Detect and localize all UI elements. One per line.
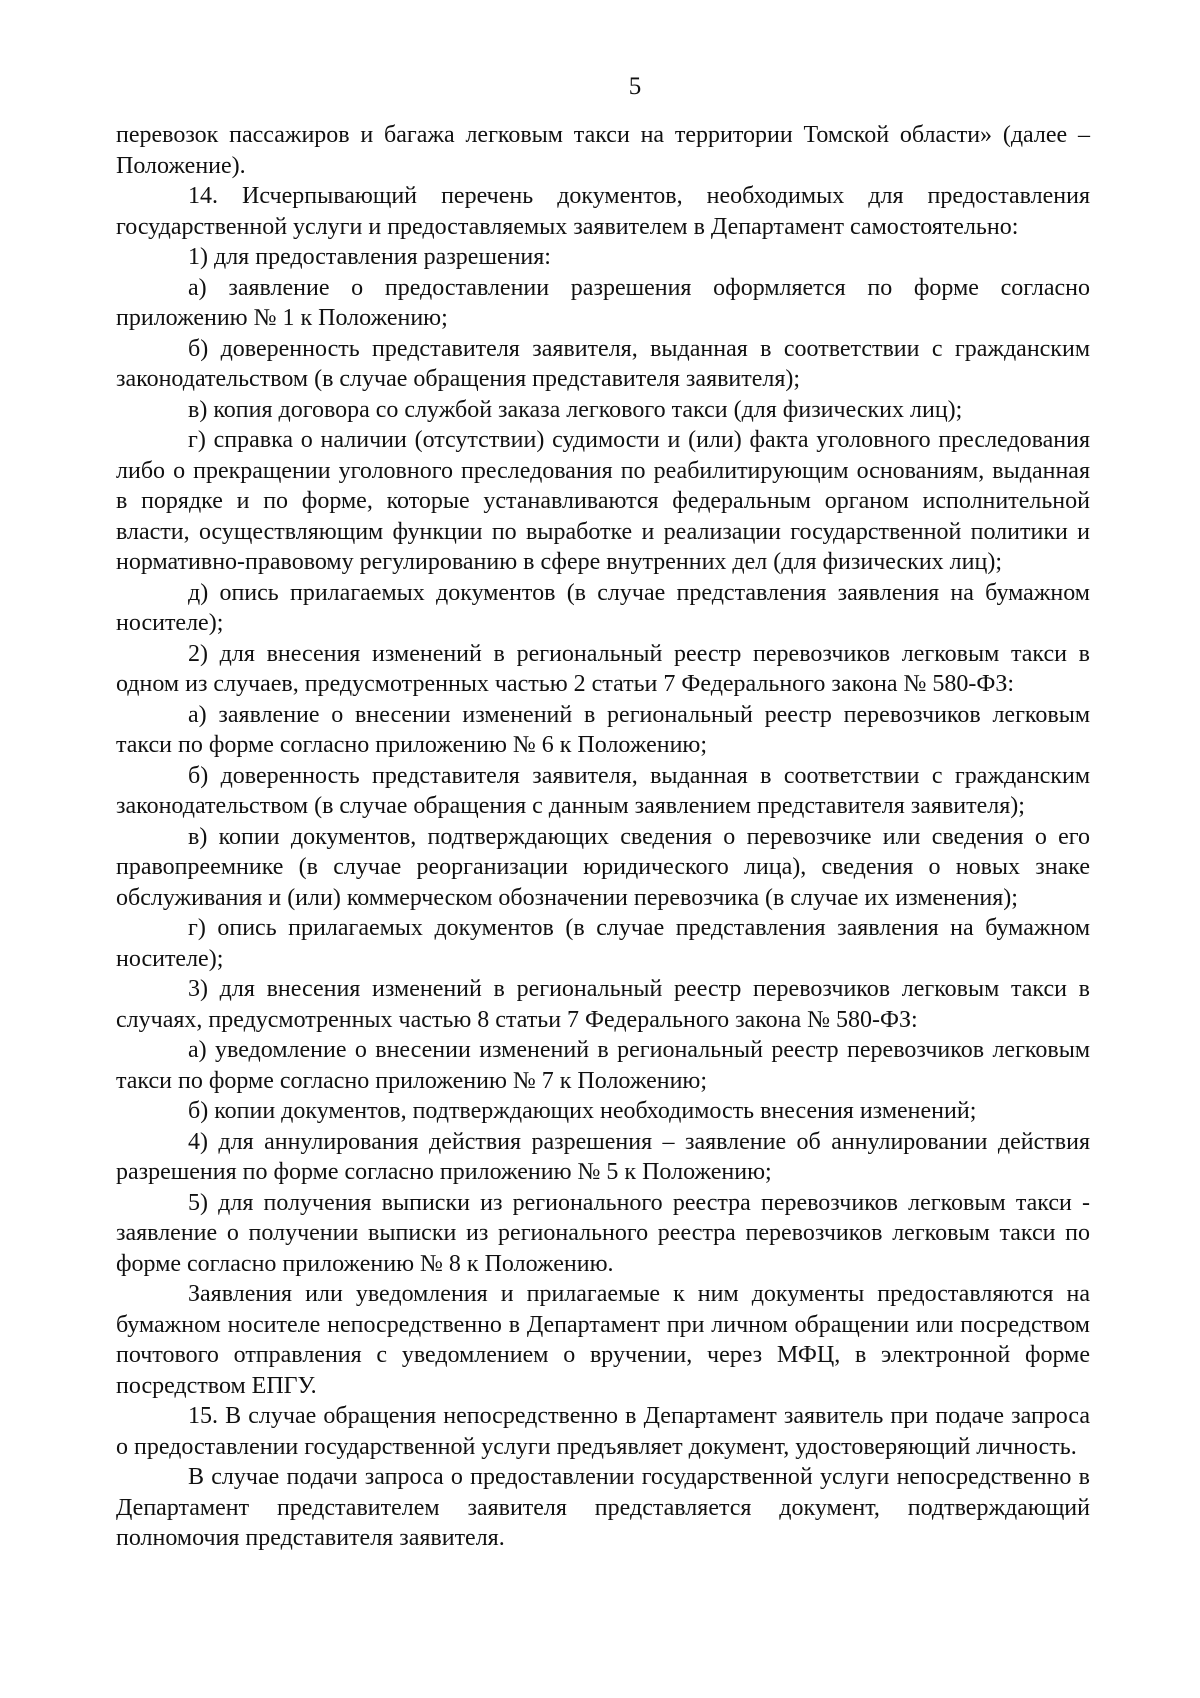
paragraph: 3) для внесения изменений в региональный реестр перевозчиков легковым такси в случаях, предусмотренных частью 8 статьи 7 Федерального закона № 580-ФЗ: — [116, 976, 1090, 1033]
paragraph: В случае подачи запроса о предоставлении государственной услуги непосредственно в Департамент представителем заявителя представляется документ, подтверждающий полномочия представителя заявителя. — [116, 1464, 1090, 1551]
paragraph: в) копия договора со службой заказа легкового такси (для физических лиц); — [188, 396, 963, 423]
paragraph: 4) для аннулирования действия разрешения – заявление об аннулировании действия разрешения по форме согласно приложению № 5 к Положению; — [116, 1128, 1090, 1185]
paragraph: б) доверенность представителя заявителя, выданная в соответствии с гражданским законодательством (в случае обращения с данным заявлением представителя заявителя); — [116, 762, 1090, 819]
paragraph: в) копии документов, подтверждающих сведения о перевозчике или сведения о его правопреемнике (в случае реорганизации юридического лица), сведения о новых знаке обслуживания и (или) коммерческом обозначении перевозчика (в случае их изменения); — [116, 823, 1090, 911]
paragraph: г) справка о наличии (отсутствии) судимости и (или) факта уголовного преследования либо о прекращении уголовного преследования по реабилитирующим основаниям, выданная в порядке и по форме, которые устанавливаются федеральным органом исполнительной власти, осуществляющим функции по выработке и реализации государственной политики и нормативно-правовому регулированию в сфере внутренних дел (для физических лиц); — [116, 427, 1090, 575]
paragraph: 2) для внесения изменений в региональный реестр перевозчиков легковым такси в одном из случаев, предусмотренных частью 2 статьи 7 Федерального закона № 580-ФЗ: — [116, 640, 1090, 697]
paragraph: 15. В случае обращения непосредственно в Департамент заявитель при подаче запроса о предоставлении государственной услуги предъявляет документ, удостоверяющий личность. — [116, 1403, 1090, 1460]
paragraph: 14. Исчерпывающий перечень документов, необходимых для предоставления государственной услуги и предоставляемых заявителем в Департамент самостоятельно: — [116, 183, 1090, 240]
page-number: 5 — [628, 73, 642, 100]
paragraph: д) опись прилагаемых документов (в случае представления заявления на бумажном носителе); — [116, 579, 1090, 636]
paragraph: а) уведомление о внесении изменений в региональный реестр перевозчиков легковым такси по форме согласно приложению № 7 к Положению; — [116, 1037, 1090, 1094]
paragraph: б) копии документов, подтверждающих необходимость внесения изменений; — [188, 1098, 977, 1124]
document-body — [116, 0, 1090, 1554]
paragraph: Заявления или уведомления и прилагаемые к ним документы предоставляются на бумажном носителе непосредственно в Департамент при личном обращении или посредством почтового отправления с уведомлением о вручении, через МФЦ, в электронной форме посредством ЕПГУ. — [116, 1281, 1090, 1399]
paragraph: б) доверенность представителя заявителя, выданная в соответствии с гражданским законодательством (в случае обращения представителя заявителя); — [116, 335, 1090, 392]
paragraph: а) заявление о предоставлении разрешения оформляется по форме согласно приложению № 1 к Положению; — [116, 274, 1090, 331]
paragraph: 1) для предоставления разрешения: — [188, 244, 551, 270]
paragraph: г) опись прилагаемых документов (в случае представления заявления на бумажном носителе); — [116, 915, 1090, 972]
paragraph: 5) для получения выписки из регионального реестра перевозчиков легковым такси - заявление о получении выписки из регионального реестра перевозчиков легковым такси по форме согласно приложению № 8 к Положению. — [116, 1189, 1090, 1277]
paragraph: а) заявление о внесении изменений в региональный реестр перевозчиков легковым такси по форме согласно приложению № 6 к Положению; — [116, 701, 1090, 758]
paragraph: перевозок пассажиров и багажа легковым такси на территории Томской области» (далее – Положение). — [116, 122, 1090, 179]
